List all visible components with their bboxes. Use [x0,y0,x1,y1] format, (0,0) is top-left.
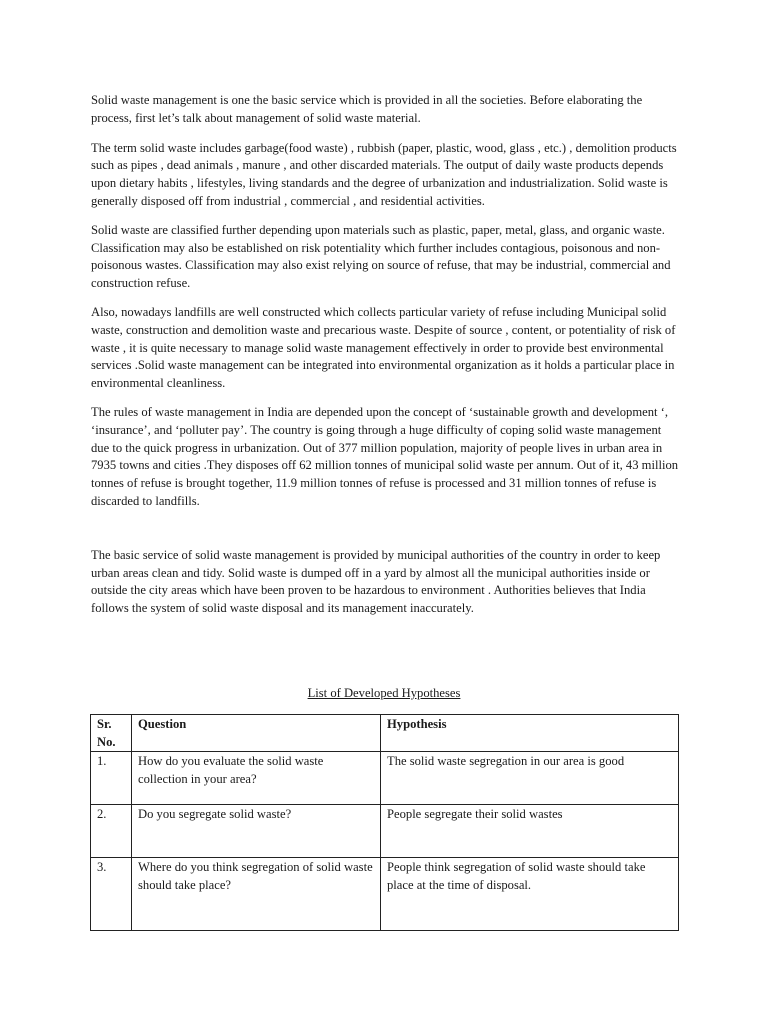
cell-sr-no: 1. [91,752,132,805]
header-sr-no: Sr. No. [91,715,132,752]
cell-sr-no: 2. [91,805,132,858]
table-caption: List of Developed Hypotheses [307,686,461,700]
cell-hypothesis: People segregate their solid wastes [381,805,679,858]
header-question: Question [132,715,381,752]
cell-sr-no: 3. [91,858,132,931]
cell-question: Do you segregate solid waste? [132,805,381,858]
hypotheses-table [90,714,679,931]
table-row [91,752,679,805]
header-hypothesis: Hypothesis [381,715,679,752]
paragraph-classification: Solid waste are classified further depending upon materials such as plastic, paper, metal, glass, and organic waste. Classification may also be established on risk potentiality which further includes contagious, poisonous and non- poisonous wastes. Classification may also exist relying on source of refuse, that may be industrial, commercial and construction refuse. [91,222,671,291]
cell-hypothesis: The solid waste segregation in our area is good [381,752,679,805]
table-header-row [91,715,679,752]
document-body [91,92,681,618]
cell-hypothesis: People think segregation of solid waste should take place at the time of disposal. [381,858,679,931]
paragraph-intro: Solid waste management is one the basic service which is provided in all the societies. Before elaborating the process, first let’s talk about management of solid waste material. [91,93,643,125]
cell-question: How do you evaluate the solid waste collection in your area? [132,752,381,805]
paragraph-india-rules: The rules of waste management in India are depended upon the concept of ‘sustainable growth and development ‘, ‘insurance’, and ‘polluter pay’. The country is going through a huge difficulty of coping solid waste management due to the quick progress in urbanization. Out of 377 million population, majority of people lives in urban area in 7935 towns and cities .They disposes off 62 million tonnes of municipal solid waste per annum. Out of it, 43 million tonnes of refuse is brought together, 11.9 million tonnes of refuse is processed and 31 million tonnes of refuse is discarded to landfills. [91,404,679,508]
paragraph-definition: The term solid waste includes garbage(food waste) , rubbish (paper, plastic, wood, glass , etc.) , demolition products such as pipes , dead animals , manure , and other discarded materials. The output of daily waste products depends upon dietary habits , lifestyles, living standards and the degree of urbanization and industrialization. Solid waste is generally disposed off from industrial , commercial , and residential activities. [91,140,677,208]
table-row [91,858,679,931]
table-row [91,805,679,858]
cell-question: Where do you think segregation of solid waste should take place? [132,858,381,931]
paragraph-municipal-service: The basic service of solid waste management is provided by municipal authorities of the country in order to keep urban areas clean and tidy. Solid waste is dumped off in a yard by almost all the municipal authorities inside or outside the city areas which have been proven to be hazardous to environment . Authorities believes that India follows the system of solid waste disposal and its management inaccurately. [91,547,661,616]
paragraph-landfills: Also, nowadays landfills are well constructed which collects particular variety of refuse including Municipal solid waste, construction and demolition waste and precarious waste. Despite of source , content, or potentiality of risk of waste , it is quite necessary to manage solid waste management effectively in order to provide best environmental services .Solid waste management can be integrated into environmental organization as it holds a particular place in environmental cleanliness. [91,304,676,391]
